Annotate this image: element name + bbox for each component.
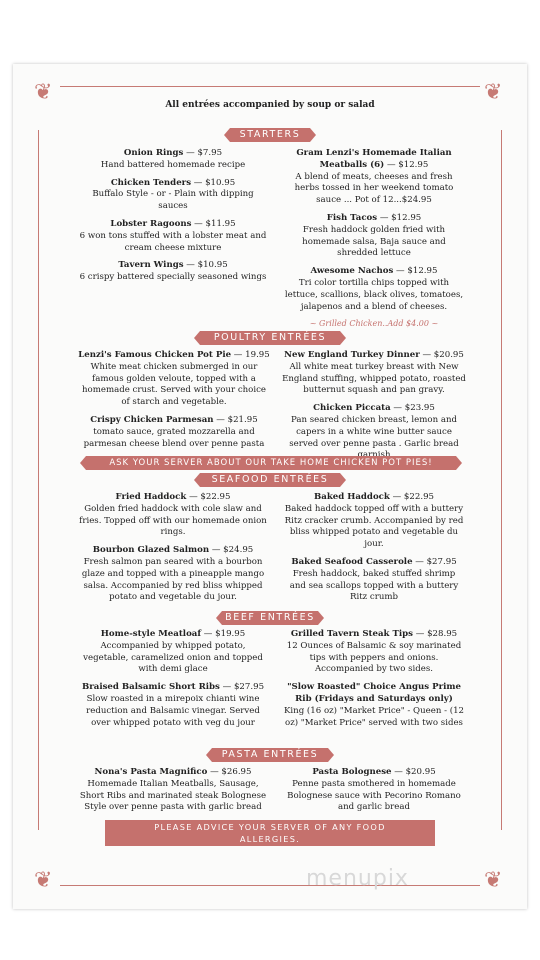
menu-item-price: — $10.95: [191, 177, 236, 188]
menu-item-description: All white meat turkey breast with New England stuffing, whipped potato, roasted butternut squash and pan gravy.: [282, 361, 466, 396]
menu-item-description: 6 won tons stuffed with a lobster meat and cream cheese mixture: [79, 230, 267, 253]
menu-item-heading: [78, 350, 270, 362]
border-right-line: [501, 130, 502, 830]
allergy-banner: [105, 820, 435, 846]
section-banner-poultry: POULTRY ENTRÉES: [200, 331, 340, 345]
menu-item-description: Fresh salmon pan seared with a bourbon glaze and topped with a pineapple mango salsa. Accompanied by red bliss whipped potato and vegetable du jour.: [81, 556, 265, 603]
menu-item: [78, 629, 268, 676]
menu-item-description: 6 crispy battered specially seasoned wings: [79, 272, 267, 283]
border-top-line: [60, 86, 480, 87]
menu-item-description: A blend of meats, cheeses and fresh herbs tossed in her weekend tomato sauce ... Pot of 12...$24.95: [294, 171, 454, 206]
menu-item-price: — $27.95: [219, 682, 265, 693]
menu-item: [284, 266, 464, 313]
menu-item-name: Baked Haddock: [313, 492, 390, 502]
menu-item-heading: [284, 557, 464, 569]
menu-item-name: Pasta Bolognese: [312, 767, 392, 777]
poultry-left-column: [78, 350, 270, 456]
section-banner-beef: BEEF ENTRÉES: [222, 611, 318, 625]
menu-item-description: Accompanied by whipped potato, vegetable, caramelized onion and topped with demi glace: [83, 640, 263, 675]
menu-item: [284, 767, 464, 814]
menu-item-name: Braised Balsamic Short Ribs: [81, 682, 220, 693]
pasta-right-column: [284, 767, 464, 820]
nachos-note: ~ Grilled Chicken..Add $4.00 ~: [309, 319, 439, 328]
menu-item-name: Lobster Ragoons: [110, 218, 192, 229]
menu-item: [78, 492, 268, 539]
menu-item: [78, 178, 268, 213]
menu-item-name: Gram Lenzi's Homemade Italian Meatballs (6): [296, 148, 452, 170]
menu-item-name: Onion Rings: [123, 148, 184, 158]
menu-item-price: — $22.95: [389, 492, 435, 502]
corner-ornament-icon: ❦: [34, 80, 53, 105]
menu-item: [78, 148, 268, 172]
menu-item-heading: [284, 682, 464, 706]
menu-item: [78, 260, 268, 284]
menu-item-description: Tri color tortilla chips topped with lettuce, scallions, black olives, tomatoes, jalapenos and a blend of cheeses.: [284, 277, 464, 312]
menu-item-name: "Slow Roasted" Choice Angus Prime Rib (Fridays and Saturdays only): [287, 682, 461, 704]
menu-item: [284, 557, 464, 604]
menu-item-description: Baked haddock topped off with a buttery Ritz cracker crumb. Accompanied by red bliss whipped potato and vegetable du jour.: [284, 503, 464, 550]
pot-pie-banner: ASK YOUR SERVER ABOUT OUR TAKE HOME CHICKEN POT PIES!: [86, 456, 456, 470]
menu-item-price: — $26.95: [207, 767, 252, 777]
menu-item: [284, 629, 464, 676]
menu-item-price: — $12.95: [377, 212, 422, 223]
menu-item: [78, 350, 270, 409]
starters-right-column: [284, 148, 464, 319]
menu-item-description: Buffalo Style - or - Plain with dipping sauces: [92, 189, 254, 212]
menu-item-heading: [78, 629, 268, 641]
menu-item-description: Golden fried haddock with cole slaw and fries. Topped off with our homemade onion rings.: [79, 503, 267, 538]
seafood-right-column: [284, 492, 464, 610]
menu-item-price: — $20.95: [391, 767, 436, 777]
menu-item-price: — $23.95: [390, 403, 435, 414]
section-banner-seafood: SEAFOOD ENTRÉES: [200, 473, 340, 487]
menu-item: [78, 767, 268, 814]
menupix-watermark: menupix: [306, 866, 409, 891]
poultry-right-column: [282, 350, 466, 468]
menu-item-name: Chicken Tenders: [110, 177, 192, 188]
menu-item-price: — $11.95: [191, 218, 236, 229]
menu-item-name: Baked Seafood Casserole: [291, 556, 413, 567]
corner-ornament-icon: ❦: [34, 868, 53, 893]
menu-item-heading: [284, 767, 464, 779]
menu-item-description: Fresh haddock golden fried with homemade salsa, Baja sauce and shredded lettuce: [302, 224, 446, 259]
menu-item-price: — $22.95: [186, 492, 231, 502]
menu-item-description: King (16 oz) "Market Price" - Queen - (12 oz) "Market Price" served with two sides: [284, 705, 465, 728]
menu-item: [78, 545, 268, 604]
menu-item-price: — $12.95: [384, 159, 429, 170]
menu-item-name: Crispy Chicken Parmesan: [90, 414, 214, 425]
menu-item-heading: [282, 403, 466, 415]
intro-note: All entrées accompanied by soup or salad: [165, 100, 375, 110]
menu-item-price: — $28.95: [413, 629, 458, 639]
menu-item: [282, 350, 466, 397]
menu-item-heading: [78, 682, 268, 694]
starters-left-column: [78, 148, 268, 290]
menu-item-price: — $12.95: [393, 266, 438, 277]
menu-item-description: Penne pasta smothered in homemade Bolognese sauce with Pecorino Romano and garlic bread: [287, 778, 461, 813]
menu-item: [282, 403, 466, 462]
menu-item-heading: [78, 178, 268, 190]
menu-item-heading: [284, 213, 464, 225]
menu-item-name: Awesome Nachos: [310, 266, 394, 277]
menu-item-heading: [284, 492, 464, 504]
menu-item-description: White meat chicken submerged in our famous golden veloute, topped with a homemade crust. Served with your choice of starch and vegetable.: [82, 361, 266, 408]
menu-item: [284, 148, 464, 207]
allergy-line-2: ALLERGIES.: [239, 834, 301, 844]
menu-item: [78, 219, 268, 254]
menu-item-description: Pan seared chicken breast, lemon and capers in a white wine butter sauce served over penne pasta . Garlic bread: [289, 414, 459, 449]
menu-item-heading: [284, 629, 464, 641]
menu-item-price: — $24.95: [209, 545, 254, 556]
menu-item-description: Homemade Italian Meatballs, Sausage, Short Ribs and marinated steak Bolognese Style over penne pasta with garlic bread: [79, 778, 267, 813]
seafood-left-column: [78, 492, 268, 610]
menu-item-heading: [78, 219, 268, 231]
menu-item-price: — $7.95: [183, 148, 223, 158]
menu-item-heading: [284, 148, 464, 172]
menu-item-heading: [282, 350, 466, 362]
menu-item-name: Home-style Meatloaf: [100, 629, 202, 639]
menu-item-price: — $10.95: [183, 260, 228, 271]
menu-item-name: Bourbon Glazed Salmon: [92, 545, 210, 556]
menu-item-heading: [78, 545, 268, 557]
menu-item-price: — 19.95: [231, 350, 270, 360]
menu-item-description: Hand battered homemade recipe: [100, 159, 246, 170]
border-bottom-line: [60, 885, 480, 886]
corner-ornament-icon: ❦: [484, 868, 503, 893]
menu-item: [284, 213, 464, 260]
menu-item-name: Fried Haddock: [115, 492, 187, 502]
menu-item-description: tomato sauce, grated mozzarella and parmesan cheese blend over penne pasta: [83, 426, 265, 449]
menu-item-name: New England Turkey Dinner: [284, 350, 420, 360]
menu-item-name: Fish Tacos: [326, 212, 378, 223]
menu-item-name: Lenzi's Famous Chicken Pot Pie: [78, 350, 232, 360]
section-banner-pasta: PASTA ENTRÉES: [212, 748, 328, 762]
menu-item-name: Grilled Tavern Steak Tips: [290, 629, 414, 639]
section-banner-starters: STARTERS: [230, 128, 310, 142]
allergy-line-1: PLEASE ADVICE YOUR SERVER OF ANY FOOD: [154, 822, 386, 832]
menu-item-name: Tavern Wings: [118, 260, 184, 271]
menu-item: [78, 682, 268, 729]
menu-item-price: — $19.95: [201, 629, 246, 639]
menu-item: [78, 415, 270, 450]
menu-item-heading: [78, 148, 268, 160]
menu-item-heading: [78, 492, 268, 504]
menu-item-name: Nona's Pasta Magnifico: [94, 767, 208, 777]
beef-left-column: [78, 629, 268, 735]
beef-right-column: [284, 629, 464, 735]
menu-item-description: Fresh haddock, baked stuffed shrimp and sea scallops topped with a buttery Ritz crumb: [289, 568, 459, 603]
border-left-line: [38, 130, 39, 830]
menu-item-name: Chicken Piccata: [313, 403, 391, 414]
menu-item-heading: [78, 260, 268, 272]
menu-item-description: Slow roasted in a mirepoix chianti wine reduction and Balsamic vinegar. Served over whipped potato with veg du jour: [86, 693, 260, 728]
menu-item-heading: [78, 767, 268, 779]
pasta-left-column: [78, 767, 268, 820]
menu-item-description: 12 Ounces of Balsamic & soy marinated tips with peppers and onions. Accompanied by two sides.: [286, 640, 462, 675]
menu-item: [284, 682, 464, 729]
menu-item-heading: [78, 415, 270, 427]
corner-ornament-icon: ❦: [484, 80, 503, 105]
menu-item-heading: [284, 266, 464, 278]
menu-item: [284, 492, 464, 551]
menu-item-price: — $20.95: [419, 350, 464, 360]
menu-item-price: — $27.95: [412, 556, 457, 567]
menu-item-price: — $21.95: [213, 414, 258, 425]
